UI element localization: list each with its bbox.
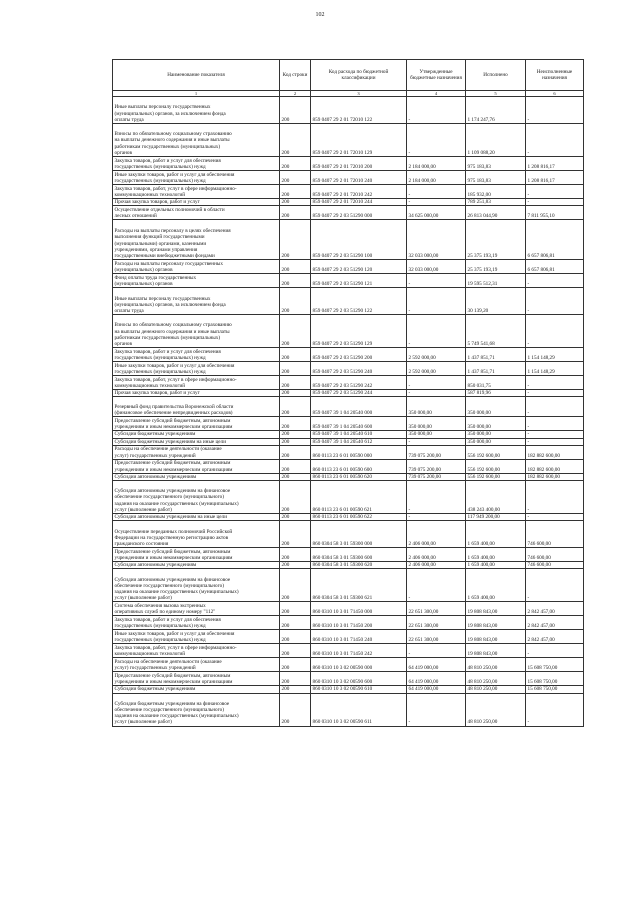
cell-rcode: 859 0407 29 2 03 51290 242 [311,376,407,390]
cell-code: 200 [280,658,311,672]
table-row [113,157,584,171]
cell-code: 200 [280,97,311,124]
cell-approved: 2 406 000,00 [407,521,466,548]
cell-rcode: 860 0310 10 3 01 71450 242 [311,644,407,658]
cell-approved: - [407,569,466,602]
cell-executed: 48 810 250,00 [466,693,526,726]
column-number: 4 [407,91,466,97]
cell-code: 200 [280,157,311,171]
cell-rcode: 859 0407 29 2 03 51290 120 [311,260,407,274]
cell-rcode: 860 0310 10 3 01 71450 000 [311,602,407,616]
table-row [113,199,584,206]
cell-unexecuted: 1 154 148,29 [526,362,584,376]
column-number: 6 [526,91,584,97]
cell-executed: 438 243 400,00 [466,481,526,514]
cell-name: Субсидии бюджетным учреждениям на финансовое обеспечение государственного (муниципального) задания на оказание государственных (муниципальных) услуг (выполнение работ) [113,693,280,726]
cell-executed: 19 808 843,00 [466,602,526,616]
cell-approved: - [407,693,466,726]
cell-executed: 587 819,96 [466,390,526,397]
cell-code: 200 [280,481,311,514]
cell-code: 200 [280,376,311,390]
cell-name: Предоставление субсидий бюджетным, автономным учреждениям и иным некоммерческим организациям [113,417,280,431]
cell-name: Иные закупки товаров, работ и услуг для обеспечения государственных (муниципальных) нужд [113,630,280,644]
cell-approved: 739 075 200,00 [407,473,466,480]
cell-approved: 350 000,00 [407,431,466,438]
table-row [113,431,584,438]
cell-executed: 556 192 600,00 [466,459,526,473]
cell-name: Субсидии автономным учреждениям на иные цели [113,514,280,521]
cell-code: 200 [280,521,311,548]
cell-rcode: 859 0407 29 2 01 72010 122 [311,97,407,124]
cell-unexecuted: - [526,693,584,726]
header-unexecuted: Неисполненные назначения [526,60,584,91]
cell-name: Закупка товаров, работ и услуг для обеспечения государственных (муниципальных) нужд [113,348,280,362]
cell-rcode: 859 0407 29 2 03 51290 200 [311,348,407,362]
cell-rcode: 859 0407 29 2 03 51290 244 [311,390,407,397]
cell-name: Взносы по обязательному социальному страхованию на выплаты денежного содержания и иные выплаты работникам государственных (муниципальных) органов [113,315,280,348]
cell-code: 200 [280,548,311,562]
table-row [113,693,584,726]
cell-unexecuted: - [526,431,584,438]
cell-rcode: 859 0407 39 1 04 20540 000 [311,397,407,417]
cell-executed: 556 192 600,00 [466,445,526,459]
cell-name: Прочая закупка товаров, работ и услуг [113,390,280,397]
cell-approved: 2 184 000,00 [407,157,466,171]
cell-code: 200 [280,274,311,288]
cell-unexecuted: 746 600,00 [526,521,584,548]
cell-code: 200 [280,672,311,686]
table-row [113,686,584,693]
cell-rcode: 859 0407 29 2 01 72010 244 [311,199,407,206]
column-number: 5 [466,91,526,97]
cell-approved: 2 184 000,00 [407,171,466,185]
cell-executed: 350 000,00 [466,431,526,438]
cell-unexecuted: - [526,390,584,397]
cell-unexecuted: - [526,417,584,431]
cell-code: 200 [280,199,311,206]
column-number: 2 [280,91,311,97]
cell-unexecuted: - [526,397,584,417]
cell-executed: 1 659 400,00 [466,562,526,569]
cell-unexecuted: - [526,569,584,602]
cell-approved: - [407,288,466,315]
table-row [113,288,584,315]
cell-rcode: 859 0407 29 2 03 51290 000 [311,206,407,220]
cell-rcode: 859 0407 29 2 03 51290 122 [311,288,407,315]
cell-unexecuted: - [526,274,584,288]
cell-executed: 30 139,20 [466,288,526,315]
cell-code: 200 [280,348,311,362]
cell-unexecuted: 6 657 806,81 [526,220,584,260]
cell-name: Субсидии автономным учреждениям на финансовое обеспечение государственного (муниципального) задания на оказание государственных (муниципальных) услуг (выполнение работ) [113,569,280,602]
cell-unexecuted: 6 657 806,81 [526,260,584,274]
cell-executed: 975 183,83 [466,157,526,171]
cell-rcode: 860 0113 23 6 01 00590 000 [311,445,407,459]
table-row [113,548,584,562]
cell-rcode: 859 0407 39 1 04 20540 612 [311,438,407,445]
cell-executed: 19 808 843,00 [466,616,526,630]
header-approved: Утвержденные бюджетные назначения [407,60,466,91]
table-row [113,348,584,362]
cell-name: Расходы на обеспечение деятельности (оказание услуг) государственных учреждений [113,658,280,672]
cell-unexecuted: - [526,288,584,315]
cell-executed: 556 192 600,00 [466,473,526,480]
cell-name: Иные выплаты персоналу государственных (муниципальных) органов, за исключением фонда оплаты труда [113,288,280,315]
cell-approved: - [407,185,466,199]
table-row [113,630,584,644]
cell-code: 200 [280,473,311,480]
cell-rcode: 860 0113 23 6 01 00590 620 [311,473,407,480]
cell-unexecuted: - [526,185,584,199]
table-row [113,521,584,548]
cell-rcode: 859 0407 39 1 04 20540 600 [311,417,407,431]
cell-name: Иные выплаты персоналу государственных (муниципальных) органов, за исключением фонда оплаты труда [113,97,280,124]
cell-code: 200 [280,562,311,569]
cell-name: Предоставление субсидий бюджетным, автономным учреждениям и иным некоммерческим организациям [113,548,280,562]
cell-unexecuted: 15 608 750,00 [526,686,584,693]
table-row [113,459,584,473]
cell-rcode: 860 0304 58 3 01 59300 621 [311,569,407,602]
table-row [113,274,584,288]
cell-rcode: 860 0310 10 3 02 00590 600 [311,672,407,686]
cell-name: Предоставление субсидий бюджетным, автономным учреждениям и иным некоммерческим организациям [113,459,280,473]
cell-code: 200 [280,459,311,473]
cell-executed: 850 031,75 [466,376,526,390]
cell-name: Закупка товаров, работ, услуг в сфере информационно- коммуникационных технологий [113,644,280,658]
cell-approved: 350 000,00 [407,397,466,417]
cell-name: Субсидии бюджетным учреждениям [113,686,280,693]
table-row [113,569,584,602]
cell-rcode: 860 0310 10 3 01 71450 240 [311,630,407,644]
table-row [113,185,584,199]
cell-executed: 185 932,00 [466,185,526,199]
cell-approved: 34 625 000,00 [407,206,466,220]
column-number: 3 [311,91,407,97]
cell-name: Субсидии автономным учреждениям на финансовое обеспечение государственного (муниципального) задания на оказание государственных (муниципальных) услуг (выполнение работ) [113,481,280,514]
cell-name: Расходы на обеспечение деятельности (оказание услуг) государственных учреждений [113,445,280,459]
cell-approved: - [407,97,466,124]
cell-rcode: 860 0310 10 3 02 00590 610 [311,686,407,693]
cell-unexecuted: 15 608 750,00 [526,658,584,672]
cell-unexecuted: 182 882 600,00 [526,459,584,473]
cell-rcode: 860 0304 58 3 01 59300 600 [311,548,407,562]
cell-code: 200 [280,644,311,658]
cell-executed: 25 375 193,19 [466,220,526,260]
cell-executed: 19 808 843,00 [466,630,526,644]
cell-approved: - [407,481,466,514]
header-code: Код строки [280,60,311,91]
table-row [113,658,584,672]
cell-unexecuted: 2 842 457,00 [526,630,584,644]
cell-name: Субсидии автономным учреждениям [113,562,280,569]
cell-unexecuted: 1 154 148,29 [526,348,584,362]
cell-approved: 739 075 200,00 [407,445,466,459]
cell-unexecuted: 15 608 750,00 [526,672,584,686]
cell-code: 200 [280,438,311,445]
table-row [113,602,584,616]
cell-code: 200 [280,569,311,602]
cell-rcode: 860 0304 58 3 01 59300 620 [311,562,407,569]
table-row [113,376,584,390]
cell-unexecuted: 2 842 457,00 [526,602,584,616]
cell-approved: 2 406 000,00 [407,548,466,562]
cell-code: 200 [280,185,311,199]
cell-name: Осуществление отдельных полномочий в области лесных отношений [113,206,280,220]
cell-approved: - [407,124,466,157]
cell-code: 200 [280,417,311,431]
cell-approved: 64 419 000,00 [407,672,466,686]
cell-approved: 64 419 000,00 [407,658,466,672]
cell-executed: 350 000,00 [466,417,526,431]
cell-rcode: 859 0407 29 2 01 72010 200 [311,157,407,171]
cell-approved: 22 651 300,00 [407,602,466,616]
cell-unexecuted: - [526,97,584,124]
cell-executed: 1 659 400,00 [466,548,526,562]
cell-rcode: 860 0310 10 3 02 00590 611 [311,693,407,726]
cell-approved: - [407,376,466,390]
cell-approved: - [407,315,466,348]
cell-name: Расходы на выплаты персоналу государственных (муниципальных) органов [113,260,280,274]
cell-approved: 350 000,00 [407,417,466,431]
cell-name: Субсидии бюджетным учреждениям на иные цели [113,438,280,445]
cell-rcode: 860 0113 23 6 01 00590 600 [311,459,407,473]
cell-code: 200 [280,693,311,726]
cell-rcode: 860 0310 10 3 01 71450 200 [311,616,407,630]
cell-code: 200 [280,431,311,438]
cell-code: 200 [280,171,311,185]
cell-unexecuted: - [526,315,584,348]
cell-unexecuted: - [526,481,584,514]
cell-rcode: 860 0113 23 6 01 00590 622 [311,514,407,521]
cell-executed: 48 810 250,00 [466,686,526,693]
cell-approved: - [407,199,466,206]
cell-unexecuted: - [526,199,584,206]
cell-name: Закупка товаров, работ, услуг в сфере информационно- коммуникационных технологий [113,376,280,390]
cell-unexecuted: 182 882 600,00 [526,473,584,480]
cell-name: Закупка товаров, работ и услуг для обеспечения государственных (муниципальных) нужд [113,157,280,171]
cell-executed: 26 813 044,90 [466,206,526,220]
table-row [113,206,584,220]
column-number: 1 [113,91,280,97]
cell-code: 200 [280,616,311,630]
cell-approved: 32 033 000,00 [407,220,466,260]
cell-executed: 1 437 851,71 [466,362,526,376]
table-row [113,417,584,431]
cell-executed: 117 949 200,00 [466,514,526,521]
cell-unexecuted: - [526,376,584,390]
cell-executed: 19 595 512,31 [466,274,526,288]
cell-executed: 1 109 088,20 [466,124,526,157]
cell-code: 200 [280,630,311,644]
cell-rcode: 859 0407 29 2 03 51290 240 [311,362,407,376]
cell-name: Резервный фонд правительства Воронежской области (финансовое обеспечение непредвиденных расходов) [113,397,280,417]
header-executed: Исполнено [466,60,526,91]
cell-rcode: 860 0310 10 3 02 00590 000 [311,658,407,672]
cell-executed: 1 659 400,00 [466,569,526,602]
cell-code: 200 [280,514,311,521]
cell-rcode: 860 0113 23 6 01 00590 621 [311,481,407,514]
table-row [113,616,584,630]
table-row [113,260,584,274]
cell-unexecuted: 7 811 955,10 [526,206,584,220]
cell-executed: 350 000,00 [466,438,526,445]
cell-name: Взносы по обязательному социальному страхованию на выплаты денежного содержания и иные выплаты работникам государственных (муниципальных) органов [113,124,280,157]
budget-execution-table [112,59,584,727]
cell-name: Иные закупки товаров, работ и услуг для обеспечения государственных (муниципальных) нужд [113,362,280,376]
cell-approved: - [407,438,466,445]
cell-unexecuted: - [526,438,584,445]
cell-name: Предоставление субсидий бюджетным, автономным учреждениям и иным некоммерческим организациям [113,672,280,686]
cell-rcode: 859 0407 29 2 01 72010 240 [311,171,407,185]
cell-approved: 22 651 300,00 [407,616,466,630]
cell-code: 200 [280,315,311,348]
cell-unexecuted: - [526,644,584,658]
table-row [113,220,584,260]
cell-executed: 48 810 250,00 [466,672,526,686]
cell-approved: - [407,390,466,397]
cell-unexecuted: 746 600,00 [526,548,584,562]
cell-executed: 1 437 851,71 [466,348,526,362]
cell-code: 200 [280,445,311,459]
cell-rcode: 859 0407 29 2 01 72010 242 [311,185,407,199]
cell-approved: - [407,274,466,288]
cell-code: 200 [280,206,311,220]
table-row [113,514,584,521]
cell-unexecuted: 182 882 600,00 [526,445,584,459]
table-row [113,171,584,185]
cell-rcode: 859 0407 29 2 03 51290 121 [311,274,407,288]
cell-executed: 19 808 843,00 [466,644,526,658]
cell-approved: 739 075 200,00 [407,459,466,473]
table-row [113,124,584,157]
table-row [113,390,584,397]
cell-unexecuted: 1 208 816,17 [526,157,584,171]
cell-unexecuted: 746 600,00 [526,562,584,569]
cell-code: 200 [280,124,311,157]
cell-name: Система обеспечения вызова экстренных оперативных служб по единому номеру "112" [113,602,280,616]
cell-name: Прочая закупка товаров, работ и услуг [113,199,280,206]
table-row [113,397,584,417]
cell-executed: 789 251,83 [466,199,526,206]
table-row [113,562,584,569]
cell-executed: 48 810 250,00 [466,658,526,672]
page-number: 102 [315,12,325,18]
cell-approved: 22 651 300,00 [407,630,466,644]
cell-executed: 975 183,83 [466,171,526,185]
cell-code: 200 [280,602,311,616]
cell-approved: 64 419 000,00 [407,686,466,693]
cell-name: Иные закупки товаров, работ и услуг для обеспечения государственных (муниципальных) нужд [113,171,280,185]
cell-name: Закупка товаров, работ, услуг в сфере информационно- коммуникационных технологий [113,185,280,199]
cell-approved: 2 592 000,00 [407,348,466,362]
cell-rcode: 859 0407 29 2 01 72010 129 [311,124,407,157]
cell-executed: 5 749 541,68 [466,315,526,348]
header-name: Наименование показателя [113,60,280,91]
cell-name: Осуществление переданных полномочий Российской Федерации на государственную регистрацию актов гражданского состояния [113,521,280,548]
cell-code: 200 [280,390,311,397]
cell-executed: 25 375 193,19 [466,260,526,274]
cell-code: 200 [280,362,311,376]
cell-approved: 2 406 000,00 [407,562,466,569]
cell-rcode: 859 0407 29 2 03 51290 100 [311,220,407,260]
table-row [113,644,584,658]
cell-code: 200 [280,686,311,693]
table-row [113,97,584,124]
table-body [113,97,584,727]
cell-name: Расходы на выплаты персоналу в целях обеспечения выполнения функций государственными (муниципальными) органами, казенными учреждениями, органами управления государственными внебюджетными фондами [113,220,280,260]
cell-rcode: 859 0407 39 1 04 20540 610 [311,431,407,438]
cell-rcode: 859 0407 29 2 03 51290 129 [311,315,407,348]
cell-code: 200 [280,220,311,260]
table-row [113,362,584,376]
table-row [113,481,584,514]
table-row [113,315,584,348]
cell-rcode: 860 0304 58 3 01 59300 000 [311,521,407,548]
cell-approved: 2 592 000,00 [407,362,466,376]
cell-executed: 350 000,00 [466,397,526,417]
cell-code: 200 [280,288,311,315]
cell-unexecuted: 1 208 816,17 [526,171,584,185]
cell-code: 200 [280,260,311,274]
cell-unexecuted: - [526,124,584,157]
cell-approved: - [407,514,466,521]
cell-name: Субсидии бюджетным учреждениям [113,431,280,438]
table-row [113,672,584,686]
cell-approved: 32 033 000,00 [407,260,466,274]
table-row [113,445,584,459]
cell-name: Фонд оплаты труда государственных (муниципальных) органов [113,274,280,288]
table-row [113,438,584,445]
cell-approved: - [407,644,466,658]
header-rcode: Код расхода по бюджетной классификации [311,60,407,91]
cell-name: Субсидии автономным учреждениям [113,473,280,480]
cell-unexecuted: - [526,514,584,521]
cell-unexecuted: 2 842 457,00 [526,616,584,630]
cell-executed: 1 659 400,00 [466,521,526,548]
table-row [113,473,584,480]
header-row [113,60,584,91]
cell-executed: 1 174 247,76 [466,97,526,124]
cell-code: 200 [280,397,311,417]
cell-name: Закупка товаров, работ и услуг для обеспечения государственных (муниципальных) нужд [113,616,280,630]
